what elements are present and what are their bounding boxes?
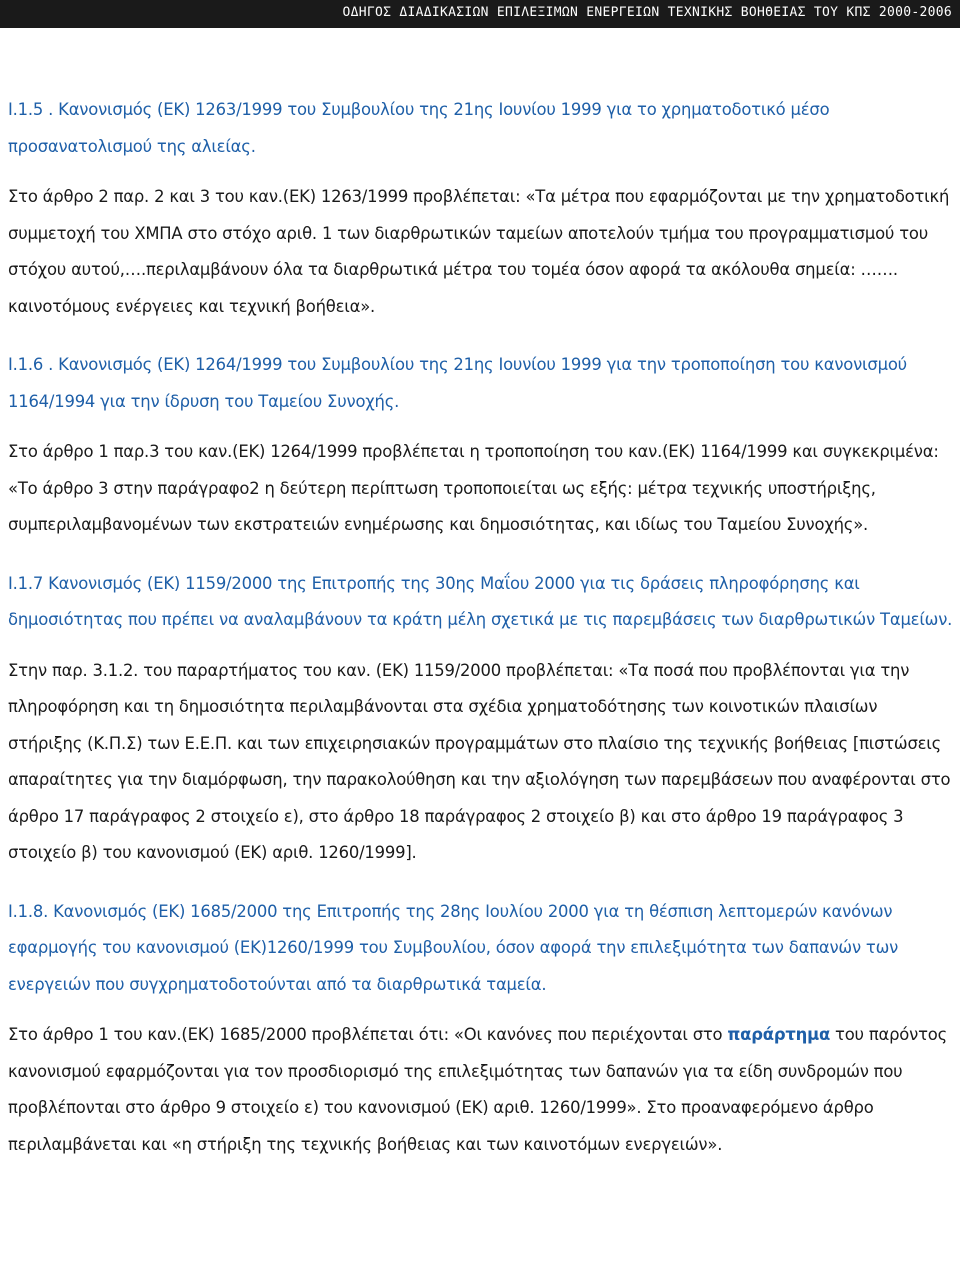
document-body [8,92,956,1163]
section-body-1-1-8 [8,1017,956,1163]
section-body-1-1-6: Στο άρθρο 1 παρ.3 του καν.(ΕΚ) 1264/1999 προβλέπεται η τροποποίηση του καν.(ΕΚ) 1164/1999 και συγκεκριμένα: «Το άρθρο 3 στην παράγραφο2 η δεύτερη περίπτωση τροποποιείται ως εξής: μέτρα τεχνικής υποστήριξης, συμπεριλαμβανομένων των εκστρατειών ενημέρωσης και δημοσιότητας, και ιδίως του Ταμείου Συνοχής». [8,442,939,534]
annex-link[interactable]: παράρτημα [727,1025,831,1044]
section-heading-1-1-8: I.1.8. Κανονισμός (ΕΚ) 1685/2000 της Επιτροπής της 28ης Ιουλίου 2000 για τη θέσπιση λεπτομερών κανόνων εφαρμογής του κανονισμού (ΕΚ)1260/1999 του Συμβουλίου, όσον αφορά την επιλεξιμότητα των δαπανών των ενεργειών που συγχρηματοδοτούνται από τα διαρθρωτικά ταμεία. [8,901,899,994]
header-bar [0,0,960,28]
header-title: ΟΔΗΓΟΣ ΔΙΑΔΙΚΑΣΙΩΝ ΕΠΙΛΕΞΙΜΩΝ ΕΝΕΡΓΕΙΩΝ ΤΕΧΝΙΚΗΣ ΒΟΗΘΕΙΑΣ ΤΟΥ ΚΠΣ 2000-2006 [342,5,952,20]
section-heading-1-1-7: I.1.7 Κανονισμός (ΕΚ) 1159/2000 της Επιτροπής της 30ης Μαΐου 2000 για τις δράσεις πληροφόρησης και δημοσιότητας που πρέπει να αναλαμβάνουν τα κράτη μέλη σχετικά με τις παρεμβάσεις των διαρθρωτικών Ταμείων. [8,573,953,629]
body-text-part: του παρόντος κανονισμού εφαρμόζονται για τον προσδιορισμό της επιλεξιμότητας των δαπανών για τα είδη συνδρομών που προβλέπονται στο άρθρο 9 στοιχείο ε) του κανονισμού (ΕΚ) αριθ. 1260/1999». Στο προαναφερόμενο άρθρο περιλαμβάνεται και «η στήριξη της τεχνικής βοήθειας και των καινοτόμων ενεργειών». [8,1025,947,1154]
section-body-1-1-5: Στο άρθρο 2 παρ. 2 και 3 του καν.(ΕΚ) 1263/1999 προβλέπεται: «Τα μέτρα που εφαρμόζονται με την χρηματοδοτική συμμετοχή του ΧΜΠΑ στο στόχο αριθ. 1 των διαρθρωτικών ταμείων αποτελούν τμήμα του προγραμματισμού του στόχου αυτού,….περιλαμβάνουν όλα τα διαρθρωτικά μέτρα του τομέα όσον αφορά τα ακόλουθα σημεία: ……. καινοτόμους ενέργειες και τεχνική βοήθεια». [8,187,950,316]
section-heading-1-1-5: I.1.5 . Κανονισμός (ΕΚ) 1263/1999 του Συμβουλίου της 21ης Ιουνίου 1999 για το χρηματοδοτικό μέσο προσανατολισμού της αλιείας. [8,100,830,156]
section-body-1-1-7: Στην παρ. 3.1.2. του παραρτήματος του καν. (ΕΚ) 1159/2000 προβλέπεται: «Τα ποσά που προβλέπονται για την πληροφόρηση και τη δημοσιότητα περιλαμβάνονται στα σχέδια χρηματοδότησης των κοινοτικών πλαισίων στήριξης (Κ.Π.Σ) των Ε.Ε.Π. και των επιχειρησιακών προγραμμάτων στο πλαίσιο της τεχνικής βοήθειας [πιστώσεις απαραίτητες για την διαμόρφωση, την παρακολούθηση και την αξιολόγηση των παρεμβάσεων που αναφέρονται στο άρθρο 17 παράγραφος 2 στοιχείο ε), στο άρθρο 18 παράγραφος 2 στοιχείο β) και στο άρθρο 19 παράγραφος 3 στοιχείο β) του κανονισμού (ΕΚ) αριθ. 1260/1999]. [8,660,951,862]
body-text-part: Στο άρθρο 1 του καν.(ΕΚ) 1685/2000 προβλέπεται ότι: «Οι κανόνες που περιέχονται στο [8,1025,728,1044]
section-heading-1-1-6: I.1.6 . Κανονισμός (ΕΚ) 1264/1999 του Συμβουλίου της 21ης Ιουνίου 1999 για την τροποποίηση του κανονισμού 1164/1994 για την ίδρυση του Ταμείου Συνοχής. [8,355,907,411]
